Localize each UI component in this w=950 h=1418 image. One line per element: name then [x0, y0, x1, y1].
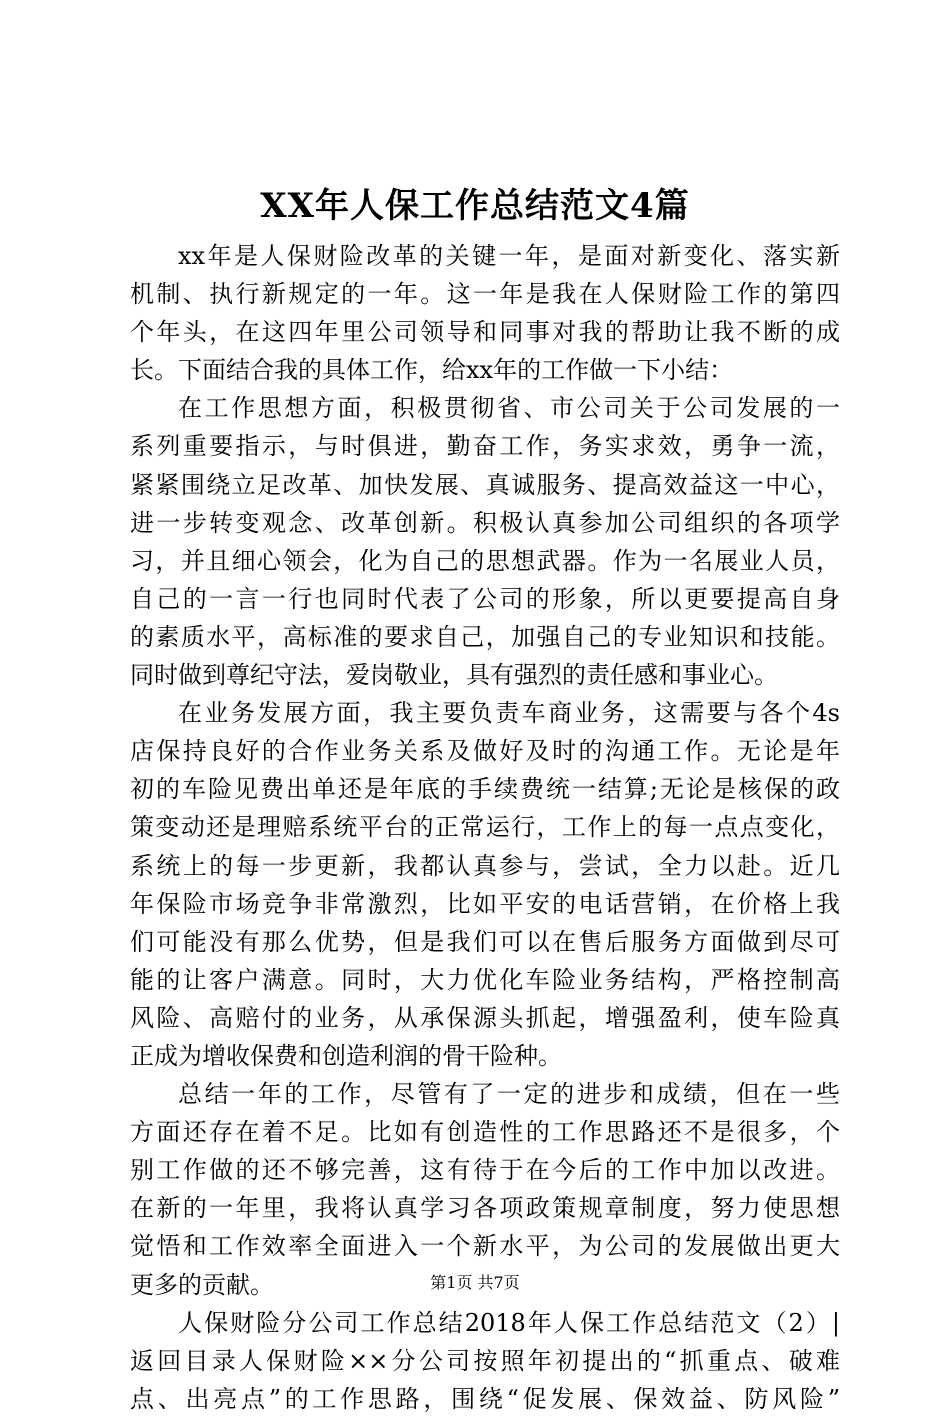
- paragraph-line: 紧紧围绕立足改革、加快发展、真诚服务、提高效益这一中心，: [130, 470, 840, 499]
- paragraph-line: 机制、执行新规定的一年。这一年是我在人保财险工作的第四: [130, 280, 840, 309]
- paragraph-line: 店保持良好的合作业务关系及做好及时的沟通工作。无论是年: [130, 737, 840, 766]
- page-footer: [0, 1272, 950, 1294]
- paragraph-line: 同时做到尊纪守法，爱岗敬业，具有强烈的责任感和事业心。: [130, 661, 778, 690]
- paragraph-line: 初的车险见费出单还是年底的手续费统一结算;无论是核保的政: [130, 775, 840, 804]
- paragraph-line: 觉悟和工作效率全面进入一个新水平，为公司的发展做出更大: [130, 1232, 840, 1261]
- page-number: 第1页 共7页: [430, 1273, 520, 1292]
- paragraph-line: 系列重要指示，与时俱进，勤奋工作，务实求效，勇争一流，: [130, 432, 840, 461]
- paragraph-line: 个年头，在这四年里公司领导和同事对我的帮助让我不断的成: [130, 318, 840, 347]
- paragraph-line: 年保险市场竞争非常激烈，比如平安的电话营销，在价格上我: [130, 889, 840, 918]
- paragraph-line: 返回目录人保财险××分公司按照年初提出的“抓重点、破难: [130, 1346, 840, 1375]
- paragraph-line: 人保财险分公司工作总结2018年人保工作总结范文（2）|: [178, 1308, 840, 1337]
- paragraph-line: 总结一年的工作，尽管有了一定的进步和成绩，但在一些: [178, 1080, 840, 1109]
- paragraph-line: 在业务发展方面，我主要负责车商业务，这需要与各个4s: [178, 699, 840, 728]
- paragraph-line: 更多的贡献。: [130, 1270, 274, 1299]
- document-title: XX年人保工作总结范文4篇: [260, 186, 690, 226]
- paragraph-line: 在工作思想方面，积极贯彻省、市公司关于公司发展的一: [178, 394, 840, 423]
- paragraph-line: 别工作做的还不够完善，这有待于在今后的工作中加以改进。: [130, 1156, 840, 1185]
- paragraph-line: 长。下面结合我的具体工作，给xx年的工作做一下小结：: [130, 356, 734, 385]
- document-body: [130, 237, 840, 1418]
- paragraph-line: 们可能没有那么优势，但是我们可以在售后服务方面做到尽可: [130, 927, 840, 956]
- paragraph-line: 的素质水平，高标准的要求自己，加强自己的专业知识和技能。: [130, 622, 840, 651]
- paragraph-line: 系统上的每一步更新，我都认真参与，尝试，全力以赴。近几: [130, 851, 840, 880]
- paragraph-line: 自己的一言一行也同时代表了公司的形象，所以更要提高自身: [130, 584, 840, 613]
- paragraph-line: 方面还存在着不足。比如有创造性的工作思路还不是很多，个: [130, 1118, 840, 1147]
- paragraph-line: 风险、高赔付的业务，从承保源头抓起，增强盈利，使车险真: [130, 1003, 840, 1032]
- paragraph-line: 能的让客户满意。同时，大力优化车险业务结构，严格控制高: [130, 965, 840, 994]
- paragraph-line: 正成为增收保费和创造利润的骨干险种。: [130, 1041, 562, 1070]
- paragraph-line: 点、出亮点”的工作思路，围绕“促发展、保效益、防风险”: [130, 1384, 840, 1413]
- paragraph-line: 在新的一年里，我将认真学习各项政策规章制度，努力使思想: [130, 1194, 840, 1223]
- paragraph-line: 进一步转变观念、改革创新。积极认真参加公司组织的各项学: [130, 508, 840, 537]
- paragraph-line: 习，并且细心领会，化为自己的思想武器。作为一名展业人员，: [130, 546, 840, 575]
- paragraph-line: xx年是人保财险改革的关键一年，是面对新变化、落实新: [178, 242, 840, 270]
- paragraph-line: 策变动还是理赔系统平台的正常运行，工作上的每一点点变化，: [130, 813, 840, 842]
